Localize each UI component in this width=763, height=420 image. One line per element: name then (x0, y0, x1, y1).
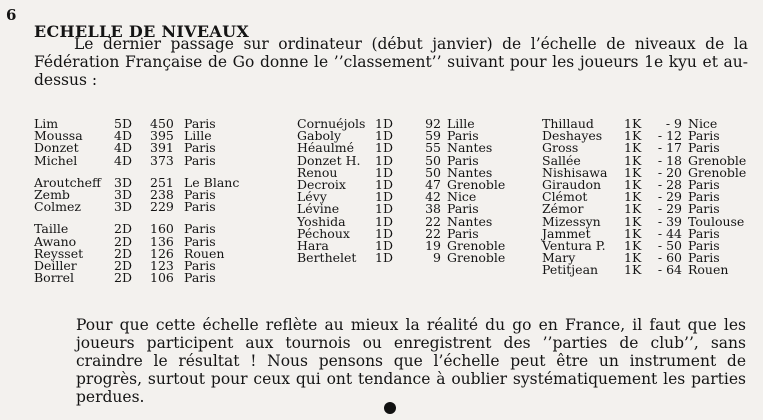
player-name: Sallée (542, 152, 581, 168)
player-rank: 1K (624, 128, 642, 144)
player-city: Paris (688, 189, 720, 205)
player-score: - 12 (657, 128, 682, 144)
player-score: 59 (425, 128, 441, 144)
player-rank: 1K (624, 225, 642, 241)
player-rank: 1D (375, 116, 393, 131)
player-rank: 1K (624, 262, 642, 278)
player-city: Paris (184, 233, 216, 249)
player-name: Lévy (297, 189, 327, 205)
player-city: Grenoble (447, 238, 506, 254)
player-name: Héaulmé (297, 140, 355, 156)
player-rank: 1D (375, 250, 393, 266)
player-score: 160 (150, 221, 174, 237)
player-name: Borrel (34, 270, 75, 286)
intro-text: Le dernier passage sur ordinateur (début janvier) de l’échelle de niveaux de la Fédération Française de Go donne le ’’classement’’ suivant pour les joueurs 1e kyu et au-dessus : (34, 35, 748, 89)
player-score: 22 (425, 225, 441, 241)
player-name: Michel (34, 152, 78, 168)
player-name: Gross (542, 140, 579, 156)
player-name: Aroutcheff (34, 174, 101, 190)
player-score: 450 (150, 116, 174, 131)
player-city: Paris (688, 225, 720, 241)
player-city: Toulouse (688, 213, 745, 229)
player-rank: 2D (114, 221, 132, 237)
player-name: Lévine (297, 201, 340, 217)
player-rank: 1D (375, 238, 393, 254)
player-score: 136 (150, 233, 174, 249)
player-score: 238 (150, 187, 174, 203)
closing-text: Pour que cette échelle reflète au mieux la réalité du go en France, il faut que les joueurs participent aux tournois ou enregistrent des ’’parties de club’’, sans craindre le résultat ! Nous pensons que l’échelle peut être un instrument de progrès, surtout pour ceux qui ont tendance à oublier systématiquement les parties perdues. (76, 316, 746, 406)
player-score: 55 (425, 140, 441, 156)
player-rank: 1K (624, 250, 642, 266)
player-city: Rouen (184, 245, 225, 261)
player-rank: 1K (624, 238, 642, 254)
ranking-column-2 (297, 118, 517, 264)
player-city: Paris (688, 250, 720, 266)
player-score: 106 (150, 270, 174, 286)
player-rank: 1D (375, 189, 393, 205)
player-score: - 9 (665, 116, 682, 131)
ranking-column-1 (34, 118, 254, 284)
player-name: Deiller (34, 258, 77, 274)
player-name: Taille (34, 221, 69, 237)
player-rank: 4D (114, 128, 132, 144)
player-score: 126 (150, 245, 174, 261)
player-row (542, 264, 758, 276)
player-rank: 2D (114, 270, 132, 286)
player-rank: 1K (624, 140, 642, 156)
player-row (34, 201, 254, 213)
player-name: Renou (297, 164, 338, 180)
player-name: Moussa (34, 128, 83, 144)
player-score: 229 (150, 199, 174, 215)
player-score: 251 (150, 174, 174, 190)
player-rank: 1D (375, 128, 393, 144)
player-score: - 50 (657, 238, 682, 254)
player-score: 47 (425, 177, 441, 193)
player-rank: 1K (624, 116, 642, 131)
player-name: Nishisawa (542, 164, 608, 180)
player-city: Paris (184, 221, 216, 237)
section-heading: ECHELLE DE NIVEAUX (34, 22, 250, 41)
player-rank: 3D (114, 187, 132, 203)
player-city: Nice (688, 116, 718, 131)
player-score: 19 (425, 238, 441, 254)
player-name: Berthelet (297, 250, 357, 266)
player-rank: 1K (624, 189, 642, 205)
player-rank: 1D (375, 140, 393, 156)
player-city: Paris (688, 140, 720, 156)
player-city: Paris (688, 238, 720, 254)
player-rank: 2D (114, 233, 132, 249)
player-city: Grenoble (688, 152, 747, 168)
player-rank: 1D (375, 225, 393, 241)
player-city: Nantes (447, 164, 493, 180)
player-city: Nantes (447, 140, 493, 156)
player-name: Clémot (542, 189, 588, 205)
closing-paragraph (76, 316, 746, 406)
player-rank: 1K (624, 177, 642, 193)
player-city: Grenoble (688, 164, 747, 180)
player-rank: 1K (624, 201, 642, 217)
player-row (34, 272, 254, 284)
player-name: Ventura P. (542, 238, 606, 254)
player-rank: 1D (375, 164, 393, 180)
player-city: Paris (184, 270, 216, 286)
player-rank: 1D (375, 201, 393, 217)
player-score: - 29 (657, 189, 682, 205)
player-city: Rouen (688, 262, 729, 278)
player-city: Nice (447, 189, 477, 205)
bullet-dot (384, 402, 396, 414)
player-score: - 60 (657, 250, 682, 266)
player-city: Paris (688, 201, 720, 217)
player-city: Paris (447, 201, 479, 217)
player-name: Lim (34, 116, 59, 131)
player-score: - 39 (657, 213, 682, 229)
player-city: Le Blanc (184, 174, 240, 190)
player-city: Paris (688, 177, 720, 193)
player-name: Colmez (34, 199, 81, 215)
player-name: Petitjean (542, 262, 599, 278)
player-name: Decroix (297, 177, 346, 193)
player-rank: 3D (114, 199, 132, 215)
player-rank: 3D (114, 174, 132, 190)
player-name: Zemb (34, 187, 70, 203)
player-name: Awano (34, 233, 77, 249)
player-city: Paris (184, 116, 216, 131)
player-name: Jammet (542, 225, 591, 241)
player-score: 50 (425, 164, 441, 180)
player-city: Paris (184, 152, 216, 168)
intro-paragraph (34, 35, 748, 89)
player-score: - 44 (657, 225, 682, 241)
player-rank: 4D (114, 140, 132, 156)
player-score: 123 (150, 258, 174, 274)
page-number: 6 (6, 6, 17, 24)
player-score: - 29 (657, 201, 682, 217)
player-score: - 28 (657, 177, 682, 193)
player-rank: 1D (375, 213, 393, 229)
player-row (34, 152, 254, 168)
player-name: Giraudon (542, 177, 602, 193)
player-name: Péchoux (297, 225, 350, 241)
player-city: Grenoble (447, 250, 506, 266)
player-city: Paris (447, 128, 479, 144)
player-name: Donzet H. (297, 152, 361, 168)
player-name: Mizessyn (542, 213, 601, 229)
player-rank: 2D (114, 258, 132, 274)
player-city: Paris (447, 152, 479, 168)
player-city: Lille (184, 128, 212, 144)
player-rank: 1D (375, 177, 393, 193)
player-city: Paris (447, 225, 479, 241)
player-city: Paris (184, 199, 216, 215)
player-city: Paris (184, 187, 216, 203)
player-score: 38 (425, 201, 441, 217)
player-score: - 20 (657, 164, 682, 180)
player-score: - 18 (657, 152, 682, 168)
player-rank: 1K (624, 164, 642, 180)
player-rank: 5D (114, 116, 132, 131)
player-city: Grenoble (447, 177, 506, 193)
ranking-column-3 (542, 118, 758, 277)
player-score: 395 (150, 128, 174, 144)
player-rank: 4D (114, 152, 132, 168)
player-city: Paris (184, 258, 216, 274)
player-city: Paris (688, 128, 720, 144)
player-city: Paris (184, 140, 216, 156)
player-city: Lille (447, 116, 475, 131)
player-score: 9 (433, 250, 441, 266)
player-name: Reysset (34, 245, 84, 261)
player-row (297, 252, 517, 264)
player-name: Deshayes (542, 128, 603, 144)
player-name: Cornuéjols (297, 116, 366, 131)
player-name: Gaboly (297, 128, 342, 144)
player-rank: 2D (114, 245, 132, 261)
player-rank: 1D (375, 152, 393, 168)
player-name: Hara (297, 238, 329, 254)
player-name: Zémor (542, 201, 584, 217)
player-name: Thillaud (542, 116, 594, 131)
player-score: 50 (425, 152, 441, 168)
player-row (297, 179, 517, 191)
player-city: Nantes (447, 213, 493, 229)
player-score: 391 (150, 140, 174, 156)
player-score: - 64 (657, 262, 682, 278)
player-score: 42 (425, 189, 441, 205)
player-name: Yoshida (297, 213, 346, 229)
player-name: Donzet (34, 140, 79, 156)
player-rank: 1K (624, 152, 642, 168)
player-score: 373 (150, 152, 174, 168)
player-name: Mary (542, 250, 576, 266)
player-score: 92 (425, 116, 441, 131)
player-rank: 1K (624, 213, 642, 229)
player-score: 22 (425, 213, 441, 229)
player-score: - 17 (657, 140, 682, 156)
